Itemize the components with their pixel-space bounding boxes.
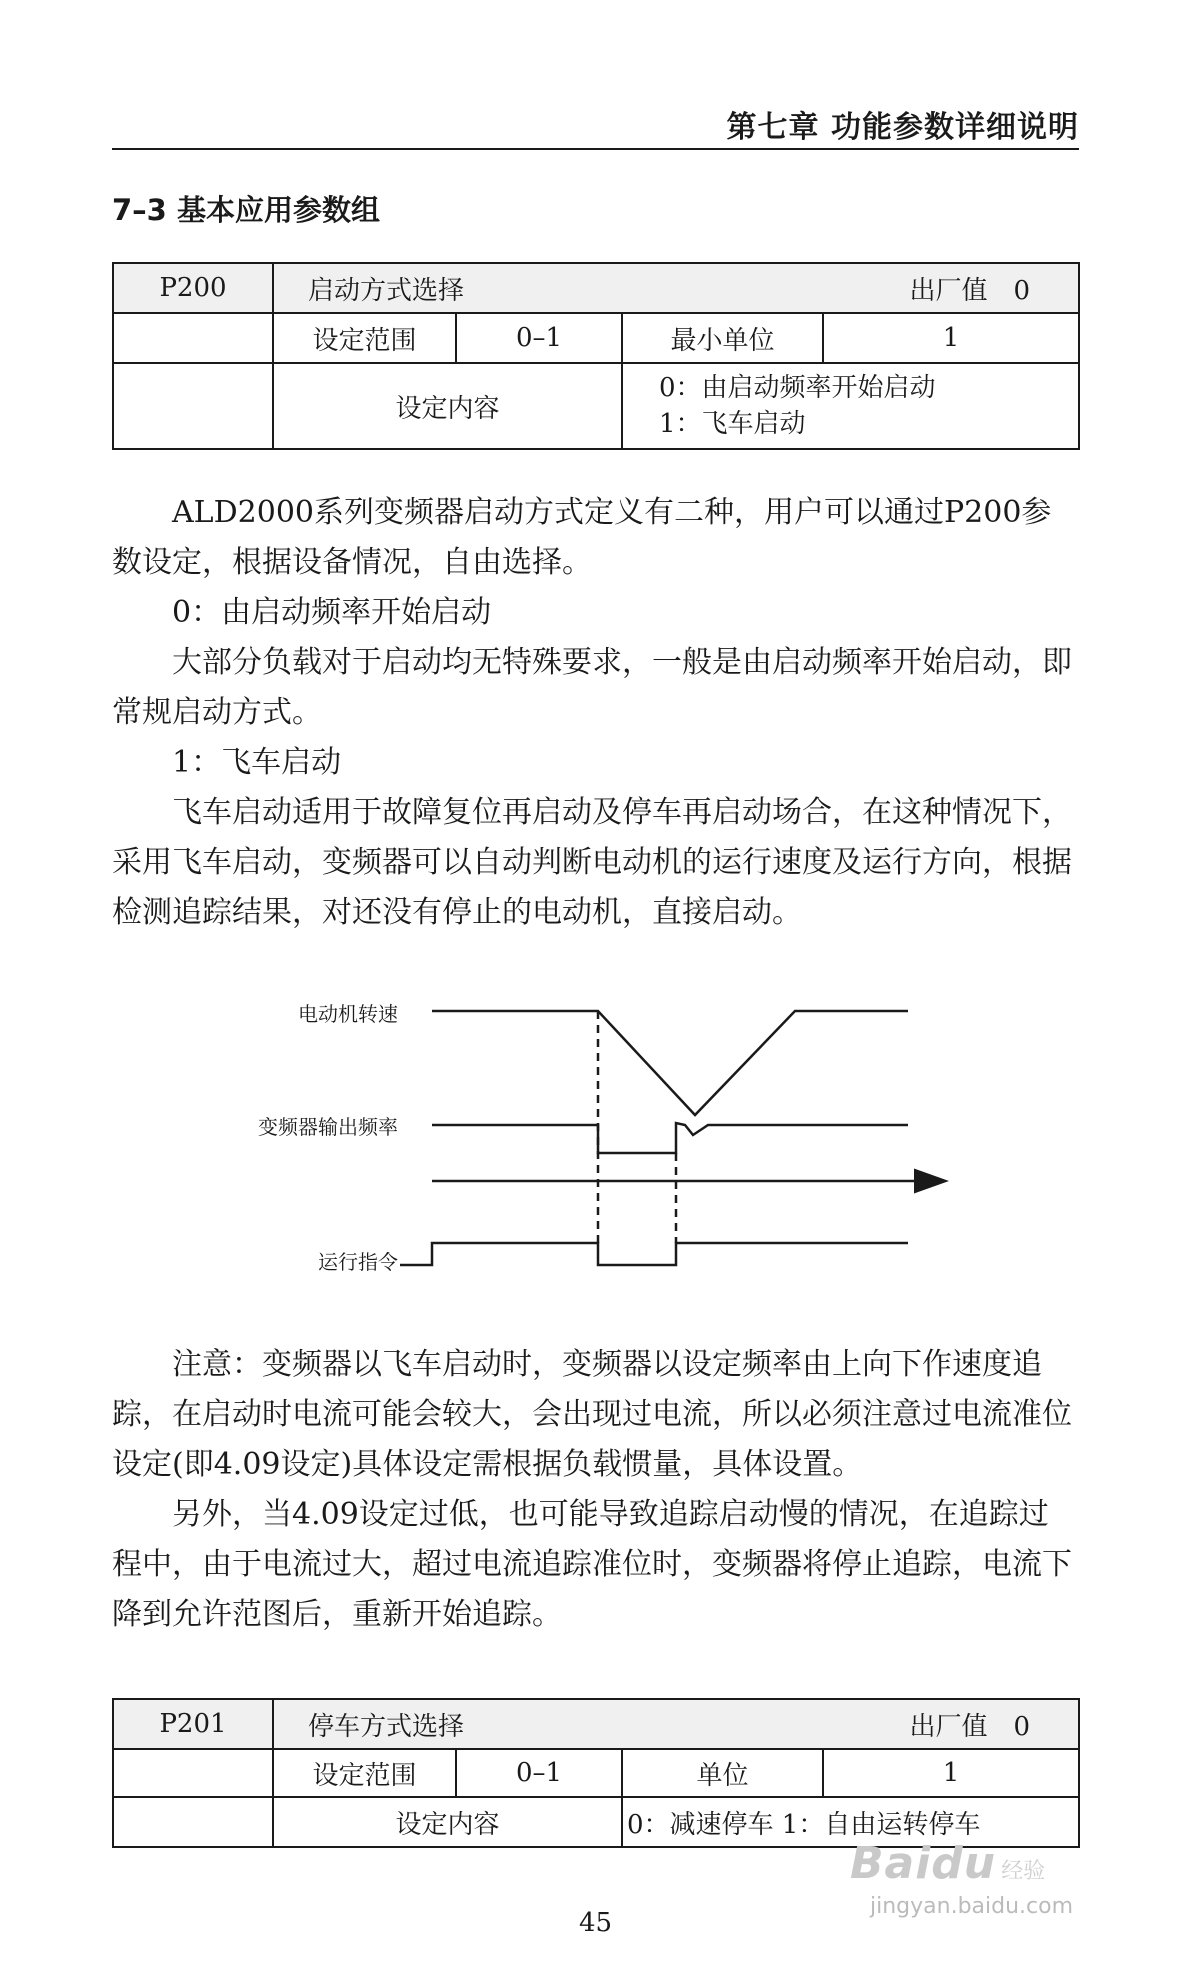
- param-code: P200: [113, 263, 273, 313]
- watermark-brand-cn: 经验: [1001, 1859, 1046, 1884]
- flying-start-timing-diagram: [200, 985, 1000, 1315]
- unit-value: 1: [823, 313, 1079, 363]
- range-label: 设定范围: [273, 313, 456, 363]
- factory-default: 出厂值 0: [909, 275, 1030, 306]
- motor-speed-label: 电动机转速: [298, 1002, 398, 1026]
- paragraph: 注意：变频器以飞车启动时，变频器以设定频率由上向下作速度追踪，在启动时电流可能会较大，会出现过电流，所以必须注意过电流准位设定(即4.09设定)具体设定需根据负载惯量，具体设置。: [112, 1347, 1072, 1482]
- run-command-label: 运行指令: [318, 1250, 398, 1274]
- param-code: P201: [113, 1699, 273, 1749]
- output-frequency-waveform: [432, 1123, 908, 1153]
- paragraph: 大部分负载对于启动均无特殊要求，一般是由启动频率开始启动，即常规启动方式。: [112, 645, 1072, 730]
- unit-value: 1: [823, 1749, 1079, 1797]
- paragraph: 0：由启动频率开始启动: [172, 595, 492, 630]
- baidu-jingyan-watermark: [850, 1838, 1140, 1928]
- section-title: 7–3 基本应用参数组: [112, 193, 380, 227]
- param-name-row: [273, 263, 1079, 313]
- paragraph: ALD2000系列变频器启动方式定义有二种，用户可以通过P200参数设定，根据设备情况，自由选择。: [112, 495, 1052, 580]
- unit-label: 单位: [622, 1749, 823, 1797]
- empty-cell: [113, 363, 273, 449]
- motor-speed-waveform: [432, 1011, 908, 1115]
- option-item: 1：飞车启动: [659, 409, 806, 439]
- range-value: 0–1: [456, 1749, 622, 1797]
- output-frequency-label: 变频器输出频率: [258, 1115, 398, 1139]
- param-name: 启动方式选择: [308, 275, 465, 306]
- watermark-brand: Baidu: [850, 1838, 997, 1889]
- page-number: 45: [578, 1908, 613, 1938]
- param-name-row: [273, 1699, 1079, 1749]
- paragraph: 飞车启动适用于故障复位再启动及停车再启动场合，在这种情况下，采用飞车启动，变频器可以自动判断电动机的运行速度及运行方向，根据检测追踪结果，对还没有停止的电动机，直接启动。: [112, 795, 1072, 930]
- run-command-waveform: [400, 1243, 908, 1265]
- unit-label: 最小单位: [622, 313, 823, 363]
- chapter-title: 第七章 功能参数详细说明: [726, 110, 1079, 145]
- empty-cell: [113, 1797, 273, 1847]
- range-value: 0–1: [456, 313, 622, 363]
- paragraph: 1：飞车启动: [172, 745, 342, 780]
- parameter-table-p200: [112, 262, 1080, 450]
- empty-cell: [113, 313, 273, 363]
- empty-cell: [113, 1749, 273, 1797]
- factory-default: 出厂值 0: [909, 1711, 1030, 1742]
- param-name: 停车方式选择: [308, 1711, 465, 1742]
- body-text-1: [112, 488, 1078, 938]
- watermark-url: jingyan.baidu.com: [870, 1894, 1074, 1919]
- parameter-table-p201: [112, 1698, 1080, 1848]
- range-label: 设定范围: [273, 1749, 456, 1797]
- body-text-2: [112, 1340, 1078, 1640]
- content-options: [622, 363, 1079, 449]
- content-label: 设定内容: [273, 1797, 622, 1847]
- option-item: 0：由启动频率开始启动: [659, 373, 936, 403]
- paragraph: 另外，当4.09设定过低，也可能导致追踪启动慢的情况，在追踪过程中，由于电流过大，超过电流追踪准位时，变频器将停止追踪，电流下降到允许范图后，重新开始追踪。: [112, 1497, 1072, 1632]
- chapter-header: [112, 92, 1079, 150]
- content-label: 设定内容: [273, 363, 622, 449]
- content-value: 0：减速停车 1：自由运转停车: [622, 1797, 1079, 1847]
